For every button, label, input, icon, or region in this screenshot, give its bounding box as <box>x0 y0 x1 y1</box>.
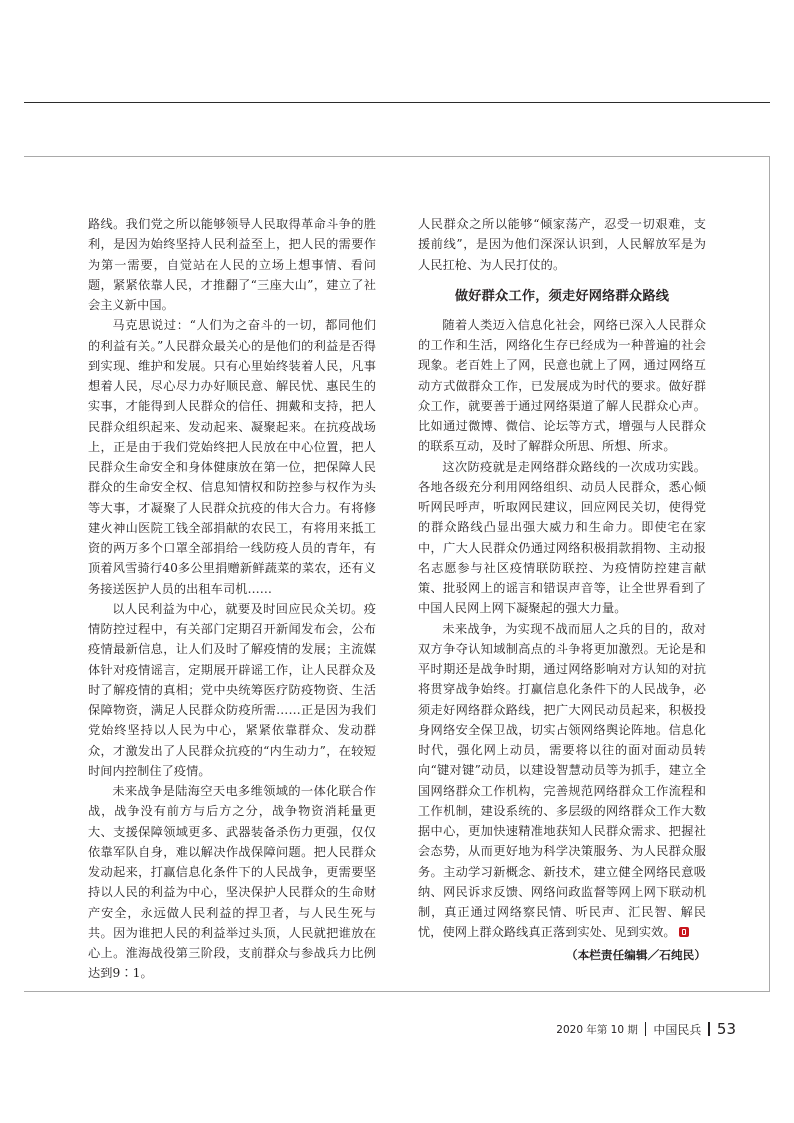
article-end-icon <box>679 927 689 937</box>
section-heading: 做好群众工作，须走好网络群众路线 <box>454 288 670 304</box>
page-footer <box>556 1018 736 1040</box>
paragraph: 这次防疫就是走网络群众路线的一次成功实践。各地各级充分利用网络组织、动员人民群众，悉心倾听网民呼声，听取网民建议，回应网民关切，使得党的群众路线凸显出强大威力和生命力。即使宅在家中，广大人民群众仍通过网络积极捐款捐物、主动报名志愿参与社区疫情联防联控、为疫情防控建言献策、批驳网上的谣言和错误声音等，让全世界看到了中国人民网上网下凝聚起的强大力量。 <box>418 459 706 616</box>
header-rule <box>24 102 770 103</box>
paragraph: 马克思说过：“人们为之奋斗的一切，都同他们的利益有关。”人民群众最关心的是他们的利益是否得到实现、维护和发展。只有心里始终装着人民，凡事想着人民，尽心尽力办好顺民意、解民忧、惠民生的实事，才能得到人民群众的信任、拥戴和支持，把人民群众组织起来、发动起来、凝聚起来。在抗疫战场上，正是由于我们党始终把人民放在中心位置，把人民群众生命安全和身体健康放在第一位，把保障人民群众的生命安全权、信息知情权和防控参与权作为头等大事，才凝聚了人民群众抗疫的伟大合力。有将修建火神山医院工钱全部捐献的农民工，有将用来抵工资的两万多个口罩全部捐给一线防疫人员的青年，有顶着风雪骑行40多公里捐赠新鲜蔬菜的菜农，还有义务接送医护人员的出租车司机…… <box>88 318 376 596</box>
paragraph: 以人民利益为中心，就要及时回应民众关切。疫情防控过程中，有关部门定期召开新闻发布会，公布疫情最新信息，让人们及时了解疫情的发展；主流媒体针对疫情谣言，定期展开辟谣工作，让人民群众及时了解疫情的真相；党中央统筹医疗防疫物资、生活保障物资，满足人民群众防疫所需……正是因为我们党始终坚持以人民为中心，紧紧依靠群众、发动群众，才激发出了人民群众抗疫的“内生动力”，在较短时间内控制住了疫情。 <box>88 601 376 778</box>
paragraph: 人民群众之所以能够“倾家荡产，忍受一切艰难，支援前线”，是因为他们深深认识到，人民解放军是为人民扛枪、为人民打仗的。 <box>418 217 706 272</box>
left-column <box>88 214 376 984</box>
right-column <box>418 214 706 965</box>
page-number: 53 <box>716 1020 736 1038</box>
editor-credit: （本栏责任编辑／石纯民） <box>565 947 706 962</box>
paragraph: 未来战争是陆海空天电多维领域的一体化联合作战，战争没有前方与后方之分，战争物资消耗量更大、支援保障领域更多、武器装备杀伤力更强，仅仅依靠军队自身，难以解决作战保障问题。把人民群众发动起来，打赢信息化条件下的人民战争，更需要坚持以人民的利益为中心，坚决保护人民群众的生命财产安全，永远做人民利益的捍卫者，与人民生死与共。因为谁把人民的利益举过头顶，人民就把谁放在心上。淮海战役第三阶段，支前群众与参战兵力比例达到9∶1。 <box>88 784 376 981</box>
issue-label: 2020 年第 10 期 <box>556 1023 638 1036</box>
footer-divider <box>708 1022 710 1036</box>
paragraph: 随着人类迈入信息化社会，网络已深入人民群众的工作和生活，网络化生存已经成为一种普遍的社会现象。老百姓上了网，民意也就上了网，通过网络互动方式做群众工作，已发展成为时代的要求。做好群众工作，就要善于通过网络渠道了解人民群众心声。比如通过微博、微信、论坛等方式，增强与人民群众的联系互动，及时了解群众所思、所想、所求。 <box>418 317 706 454</box>
paragraph-with-end-mark <box>418 619 706 943</box>
paragraph-text: 未来战争，为实现不战而屈人之兵的目的，敌对双方争夺认知域制高点的斗争将更加激烈。无论是和平时期还是战争时期，通过网络影响对方认知的对抗将贯穿战争始终。打赢信息化条件下的人民战争，必须走好网络群众路线，把广大网民动员起来，积极投身网络安全保卫战，切实占领网络舆论阵地。信息化时代，强化网上动员，需要将以往的面对面动员转向“键对键”动员，以建设智慧动员等为抓手，建立全国网络群众工作机构，完善规范网络群众工作流程和工作机制，建设系统的、多层级的网络群众工作大数据中心，更加快速精准地获知人民群众需求、把握社会态势，从而更好地为科学决策服务、为人民群众服务。主动学习新概念、新技术，建立健全网络民意吸纳、网民诉求反馈、网络问政监督等网上网下联动机制，真正通过网络察民情、听民声、汇民智、解民忧，使网上群众路线真正落到实处、见到实效。 <box>418 621 706 940</box>
magazine-name: 中国民兵 <box>653 1022 702 1037</box>
footer-divider <box>645 1022 647 1036</box>
paragraph: 路线。我们党之所以能够领导人民取得革命斗争的胜利，是因为始终坚持人民利益至上，把人民的需要作为第一需要，自觉站在人民的立场上想事情、看问题，紧紧依靠人民，才推翻了“三座大山”，建立了社会主义新中国。 <box>88 217 376 312</box>
